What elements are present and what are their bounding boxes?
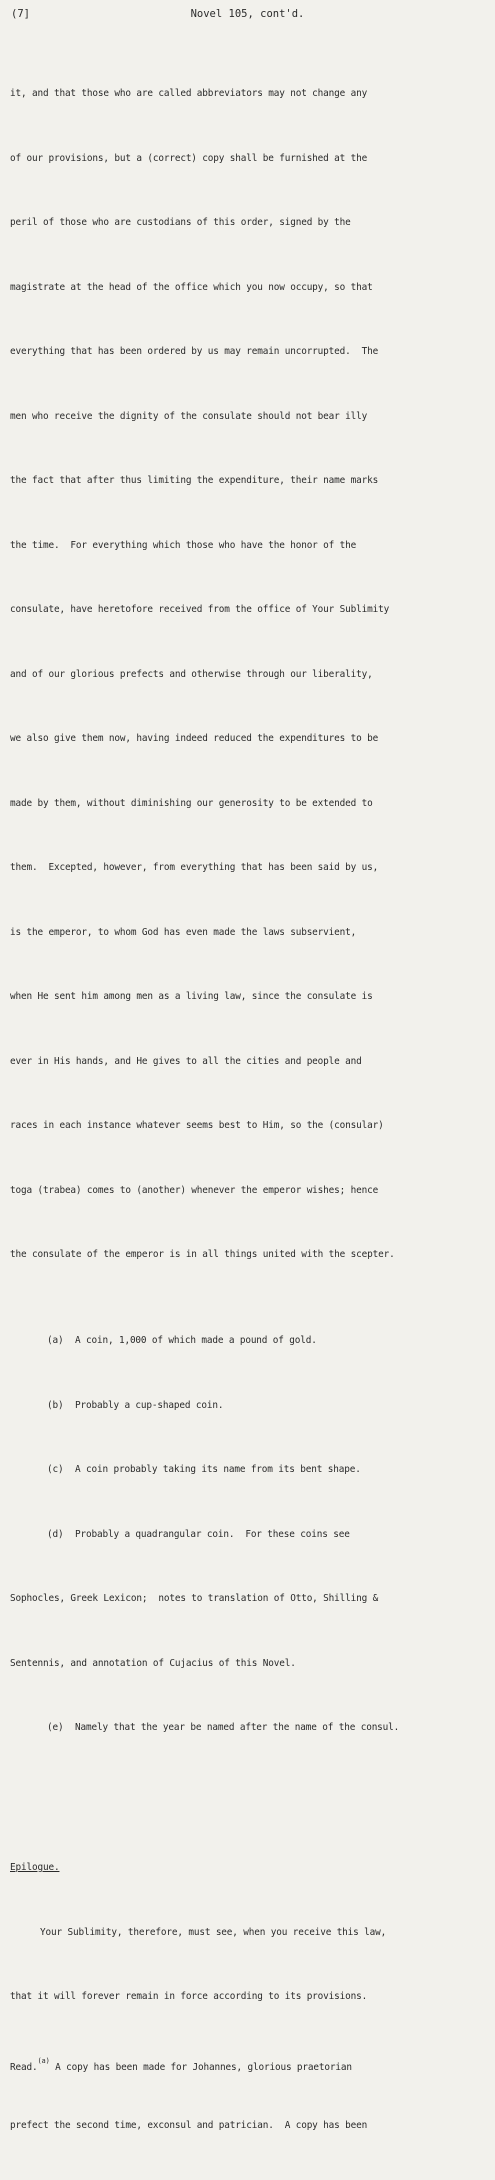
epilogue-line <box>10 2051 490 2073</box>
footnote-d-continuation: Sophocles, Greek Lexicon; notes to translation of Otto, Shilling & <box>10 1593 379 1604</box>
text-line: ever in His hands, and He gives to all the cities and people and <box>10 1055 362 1067</box>
page-number: (7] <box>11 8 30 20</box>
document-body <box>10 40 490 2180</box>
footnote-label: (e) <box>47 1722 64 1733</box>
epilogue-heading: Epilogue. <box>10 1862 60 1873</box>
text-line: the consulate of the emperor is in all things united with the scepter. <box>10 1249 395 1260</box>
text-line: toga (trabea) comes to (another) whenever the emperor wishes; hence <box>10 1184 379 1196</box>
text-line: made by them, without diminishing our generosity to be extended to <box>10 797 373 809</box>
footnote-d <box>10 1524 490 1546</box>
footnote-d-continuation: Sentennis, and annotation of Cujacius of this Novel. <box>10 1657 296 1669</box>
footnote-marker: (a) <box>37 2056 50 2065</box>
text-line: we also give them now, having indeed reduced the expenditures to be <box>10 733 379 744</box>
footnote-text: Probably a cup-shaped coin. <box>75 1399 224 1411</box>
text-line: peril of those who are custodians of this order, signed by the <box>10 217 351 228</box>
text-line: is the emperor, to whom God has even made the laws subservient, <box>10 926 357 938</box>
footnote-text: Namely that the year be named after the name of the consul. <box>75 1722 400 1733</box>
footnote-label: (b) <box>47 1399 64 1411</box>
text-line: when He sent him among men as a living law, since the consulate is <box>10 991 373 1002</box>
text-line: of our provisions, but a (correct) copy shall be furnished at the <box>10 152 368 164</box>
epilogue-text: A copy has been made for Johannes, glorious praetorian <box>49 2061 352 2073</box>
footnote-label: (d) <box>47 1528 64 1540</box>
text-line: magistrate at the head of the office which you now occupy, so that <box>10 281 373 293</box>
text-line: the fact that after thus limiting the expenditure, their name marks <box>10 475 379 486</box>
text-line: them. Excepted, however, from everything that has been said by us, <box>10 862 379 873</box>
footnote-text: Probably a quadrangular coin. For these coins see <box>75 1528 350 1540</box>
page-header <box>0 8 495 24</box>
footnote-text: A coin, 1,000 of which made a pound of gold. <box>75 1335 317 1346</box>
footnote-label: (a) <box>47 1335 64 1346</box>
footnote-e <box>10 1717 490 1739</box>
footnote-a <box>10 1330 490 1352</box>
footnote-c <box>10 1459 490 1481</box>
text-line: the time. For everything which those who have the honor of the <box>10 539 357 551</box>
footnote-label: (c) <box>47 1464 64 1475</box>
text-line: men who receive the dignity of the consulate should not bear illy <box>10 410 368 422</box>
epilogue-line: that it will forever remain in force according to its provisions. <box>10 1991 368 2002</box>
text-line: it, and that those who are called abbreviators may not change any <box>10 88 368 99</box>
spacer <box>10 1803 490 1814</box>
epilogue-line: Your Sublimity, therefore, must see, when you receive this law, <box>40 1926 387 1938</box>
read-word: Read. <box>10 2061 38 2073</box>
epilogue-line: prefect the second time, exconsul and patrician. A copy has been <box>10 2120 368 2131</box>
footnote-b <box>10 1395 490 1417</box>
page-title: Novel 105, cont'd. <box>190 8 305 20</box>
text-line: everything that has been ordered by us may remain uncorrupted. The <box>10 346 379 357</box>
text-line: consulate, have heretofore received from the office of Your Sublimity <box>10 604 390 615</box>
text-line: and of our glorious prefects and otherwise through our liberality, <box>10 668 373 680</box>
text-line: races in each instance whatever seems best to Him, so the (consular) <box>10 1120 384 1131</box>
footnote-text: A coin probably taking its name from its bent shape. <box>75 1464 361 1475</box>
